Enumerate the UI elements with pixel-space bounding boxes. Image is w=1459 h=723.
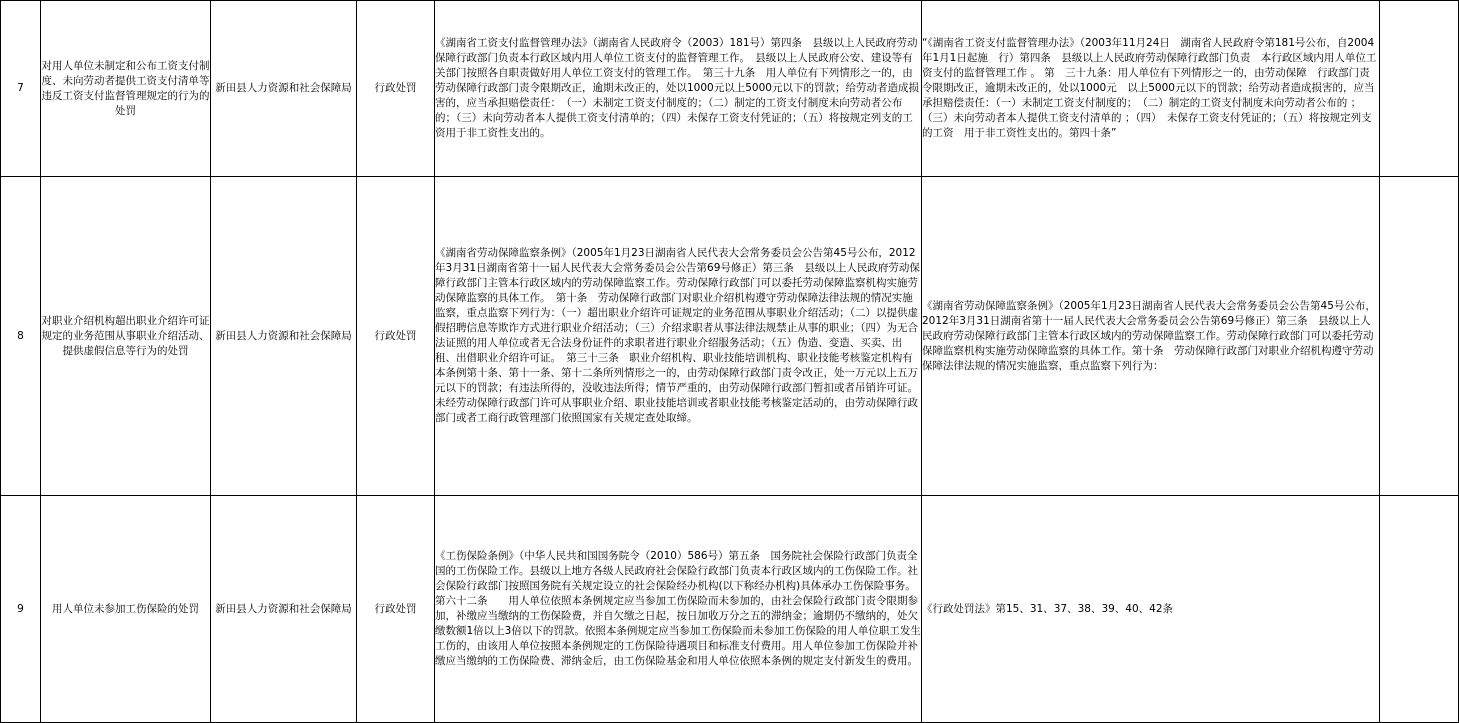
department-name[interactable]: 新田县人力资源和社会保障局 xyxy=(211,496,357,723)
power-type[interactable]: 行政处罚 xyxy=(357,496,435,723)
legal-basis[interactable]: 《湖南省工资支付监督管理办法》（湖南省人民政府令（2003）181号）第四条 县级以上人民政府劳动保障行政部门负责本行政区域内用人单位工资支付的监督管理工作。 县级以上人民政府公安、建设等有关部门按照各自职责做好用人单位工资支付的管理工作。 第三十九条 用人单位有下列情形之一的，由劳动保障行政部门责令限期改正，逾期未改正的，处以1000元以上5000元以下的罚款；给劳动者造成损害的，应当承担赔偿责任： （一）未制定工资支付制度的；（二）制定的工资支付制度未向劳动者公布的；（三）未向劳动者本人提供工资支付清单的；（四）未保存工资支付凭证的；（五）将按规定列支的工资用于非工资性支出的。 xyxy=(435,1,922,177)
row-number[interactable]: 8 xyxy=(1,177,41,496)
department-name[interactable]: 新田县人力资源和社会保障局 xyxy=(211,177,357,496)
penalty-item-name[interactable]: 对职业介绍机构超出职业介绍许可证规定的业务范围从事职业介绍活动、提供虚假信息等行为的处罚 xyxy=(41,177,211,496)
row-number[interactable]: 9 xyxy=(1,496,41,723)
legal-basis[interactable]: 《湖南省劳动保障监察条例》（2005年1月23日湖南省人民代表大会常务委员会公告第45号公布，2012年3月31日湖南省第十一届人民代表大会常务委员会公告第69号修正）第三条 县级以上人民政府劳动保障行政部门主管本行政区域内的劳动保障监察工作。劳动保障行政部门可以委托劳动保障监察机构实施劳动保障监察的具体工作。 第十条 劳动保障行政部门对职业介绍机构遵守劳动保障法律法规的情况实施监察，重点监察下列行为：（一）超出职业介绍许可证规定的业务范围从事职业介绍活动；（二）以提供虚假招聘信息等欺诈方式进行职业介绍活动；（三）介绍求职者从事法律法规禁止从事的职业；（四）为无合法证照的用人单位或者无合法身份证件的求职者进行职业介绍服务活动；（五）伪造、变造、买卖、出租、出借职业介绍许可证。 第三十三条 职业介绍机构、职业技能培训机构、职业技能考核鉴定机构有本条例第十条、第十一条、第十二条所列情形之一的，由劳动保障行政部门责令改正，处一万元以上五万元以下的罚款；有违法所得的，没收违法所得；情节严重的，由劳动保障行政部门暂扣或者吊销许可证。未经劳动保障行政部门许可从事职业介绍、职业技能培训或者职业技能考核鉴定活动的，由劳动保障行政部门或者工商行政管理部门依照国家有关规定查处取缔。 xyxy=(435,177,922,496)
remarks-cell[interactable] xyxy=(1380,1,1459,177)
department-name[interactable]: 新田县人力资源和社会保障局 xyxy=(211,1,357,177)
legal-basis[interactable]: 《工伤保险条例》（中华人民共和国国务院令（2010）586号）第五条 国务院社会保险行政部门负责全国的工伤保险工作。县级以上地方各级人民政府社会保险行政部门负责本行政区域内的工伤保险工作。社会保险行政部门按照国务院有关规定设立的社会保险经办机构(以下称经办机构)具体承办工伤保险事务。 第六十二条 用人单位依照本条例规定应当参加工伤保险而未参加的，由社会保险行政部门责令限期参加，补缴应当缴纳的工伤保险费，并自欠缴之日起，按日加收万分之五的滞纳金；逾期仍不缴纳的，处欠缴数额1倍以上3倍以下的罚款。依照本条例规定应当参加工伤保险而未参加工伤保险的用人单位职工发生工伤的，由该用人单位按照本条例规定的工伤保险待遇项目和标准支付费用。用人单位参加工伤保险并补缴应当缴纳的工伤保险费、滞纳金后，由工伤保险基金和用人单位依照本条例的规定支付新发生的费用。 xyxy=(435,496,922,723)
table-row xyxy=(1,1,1459,177)
penalty-item-name[interactable]: 用人单位未参加工伤保险的处罚 xyxy=(41,496,211,723)
table-row xyxy=(1,177,1459,496)
remarks-cell[interactable] xyxy=(1380,177,1459,496)
regulation-reference[interactable]: “《湖南省工资支付监督管理办法》（2003年11月24日 湖南省人民政府令第181号公布，自2004年1月1日起施 行）第四条 县级以上人民政府劳动保障行政部门负责 本行政区域内用人单位工资支付的监督管理工作 。 第 三十九条：用人单位有下列情形之一的，由劳动保障 行政部门责令限期改正，逾期未改正的，处以1000元 以上5000元以下的罚款；给劳动者造成损害的，应当 承担赔偿责任：（一）未制定工资支付制度的； （二）制定的工资支付制度未向劳动者公布的 ； （三）未向劳动者本人提供工资支付清单的 ；（四） 未保存工资支付凭证的；（五）将按规定列支的工资 用于非工资性支出的。第四十条” xyxy=(922,1,1380,177)
regulation-reference[interactable]: 《湖南省劳动保障监察条例》（2005年1月23日湖南省人民代表大会常务委员会公告第45号公布，2012年3月31日湖南省第十一届人民代表大会常务委员会公告第69号修正）第三条 县级以上人民政府劳动保障行政部门主管本行政区域内的劳动保障监察工作。劳动保障行政部门可以委托劳动保障监察机构实施劳动保障监察的具体工作。第十条 劳动保障行政部门对职业介绍机构遵守劳动保障法律法规的情况实施监察，重点监察下列行为： xyxy=(922,177,1380,496)
power-type[interactable]: 行政处罚 xyxy=(357,1,435,177)
table-row xyxy=(1,496,1459,723)
power-type[interactable]: 行政处罚 xyxy=(357,177,435,496)
remarks-cell[interactable] xyxy=(1380,496,1459,723)
regulation-reference[interactable]: 《行政处罚法》第15、31、37、38、39、40、42条 xyxy=(922,496,1380,723)
penalty-item-name[interactable]: 对用人单位未制定和公布工资支付制度、未向劳动者提供工资支付清单等违反工资支付监督管理规定的行为的处罚 xyxy=(41,1,211,177)
row-number[interactable]: 7 xyxy=(1,1,41,177)
